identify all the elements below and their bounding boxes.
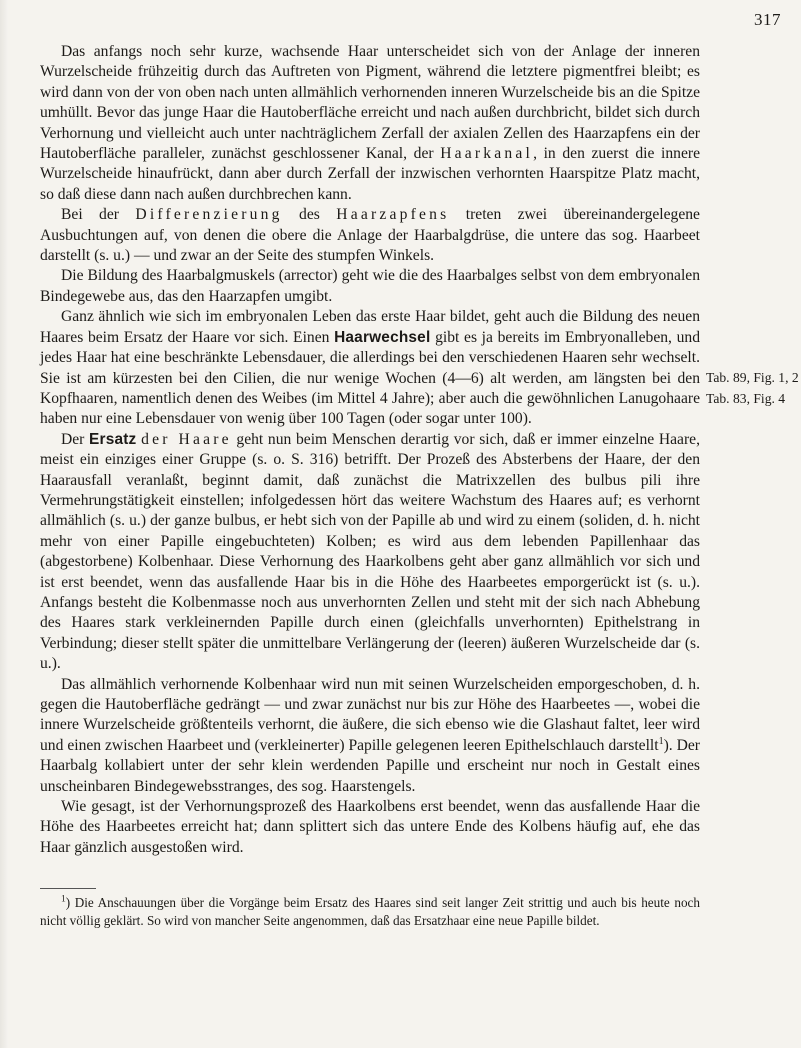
text-run: Bei der	[61, 206, 136, 224]
text-run: ). Der Haarbalg kollabiert unter der sehr klein werdenden Papille und erscheint nur noch in Gestalt eines unscheinbaren Bindegewebsstranges, des sog. Haarstengels.	[40, 736, 700, 795]
footnote-paragraph	[40, 894, 700, 930]
body-text	[40, 42, 700, 858]
term-haarzapfens: Haarzapfens	[336, 206, 450, 224]
text-run: Das anfangs noch sehr kurze, wachsende Haar unterscheidet sich von der Anlage der inneren Wurzelscheide frühzeitig durch das Auftreten von Pigment, während die letztere pigmentfrei bleibt; es wird dann von der von oben nach unten allmählich verhornenden inneren Wurzelscheide bis an die Spitze umhüllt. Bevor das junge Haar die Hautoberfläche erreicht und nach außen durchbricht, bildet sich durch Verhornung und vielleicht auch unter nachträglichem Zerfall der axialen Zellen des Haarzapfens ein der Hautoberfläche paralleler, zunächst geschlossener Kanal, der	[40, 43, 700, 163]
text-run: Das allmählich verhornende Kolbenhaar wird nun mit seinen Wurzelscheiden emporgeschoben, d. h. gegen die Hautoberfläche gedrängt — und zwar zunächst nur bis zur Höhe des Haarbeetes —, wobei die innere Wurzelscheide größtenteils verhornt, die äußere, die sich ebenso wie die Glashaut faltet, leer wird und einen zwischen Haarbeet und (verkleinerter) Papille gelegenen leeren Epithelschlauch darstellt	[40, 675, 700, 754]
page-number: 317	[754, 10, 781, 29]
footnote-reference[interactable]: 1	[658, 735, 664, 747]
text-run: Ganz ähnlich wie sich im embryonalen Leben das erste Haar bildet, geht auch die Bildung des neuen Haares beim Ersatz der Haare vor sich. Einen	[40, 308, 700, 346]
paragraph-1	[40, 42, 700, 205]
paragraph-3	[40, 266, 700, 307]
text-run: des	[282, 206, 337, 224]
paragraph-7	[40, 797, 700, 858]
text-run: Die Bildung des Haarbalgmuskels (arrector) geht wie die des Haarbalges selbst von dem embryonalen Bindegewebe aus, das den Haarzapfen umgibt.	[40, 267, 700, 305]
term-ersatz: Ersatz	[89, 430, 137, 448]
term-differenzierung: Differenzierung	[135, 206, 283, 224]
footnote	[40, 894, 700, 930]
text-run: geht nun beim Menschen derartig vor sich, daß er immer einzelne Haare, meist ein einziges einer Gruppe (s. o. S. 316) betrifft. Der Prozeß des Absterbens der Haare, der den Haarausfall veranlaßt, beginnt damit, daß zunächst die Matrixzellen des bulbus pili ihre Vermehrungstätigkeit einstellen; infolgedessen hört das weitere Wachstum des Haares auf; es verhornt allmählich (s. u.) der ganze bulbus, er hebt sich von der Papille ab und wird zu einem (soliden, d. h. nicht mehr von einer Papille eingebuchteten) Kolben; es wird aus dem lebenden Papillenhaar das (abgestorbene) Kolbenhaar. Diese Verhornung des Haarkolbens geht aber ganz allmählich vor sich und ist erst beendet, wenn das ausfallende Haar bis in die Höhe des Haarbeetes emporgerückt ist (s. u.). Anfangs besteht die Kolbenmasse noch aus unverhornten Zellen und steht mit der sich nach Abhebung des Haares stark verkleinernden Papille durch einen (gleichfalls unverhornten) Epithelstrang in Verbindung; dieser stellt später die unmittelbare Verlängerung der (leeren) äußeren Wurzelscheide dar (s. u.).	[40, 430, 700, 673]
footnote-text: ) Die Anschauungen über die Vorgänge beim Ersatz des Haares sind seit langer Zeit strittig und auch bis heute noch nicht völlig geklärt. So wird von mancher Seite angenommen, daß das Ersatzhaar eine neue Papille bildet.	[40, 895, 700, 928]
term-haarwechsel: Haarwechsel	[334, 328, 431, 346]
paragraph-4	[40, 307, 700, 429]
text-run: Wie gesagt, ist der Verhornungsprozeß des Haarkolbens erst beendet, wenn das ausfallende Haar die Höhe des Haarbeetes erreicht hat; dann splittert sich das untere Ende des Kolbens häufig auf, ehe das Haar gänzlich ausgestoßen wird.	[40, 798, 700, 856]
paragraph-6	[40, 675, 700, 797]
paragraph-5	[40, 430, 700, 675]
footnote-mark: 1	[61, 894, 66, 905]
page-edge-shadow	[0, 0, 8, 1048]
paragraph-2	[40, 205, 700, 266]
text-run: gibt es ja bereits im Embryonalleben, und jedes Haar hat eine beschränkte Lebensdauer, die allerdings bei den verschiedenen Haaren sehr wechselt. Sie ist am kürzesten bei den Cilien, die nur wenige Wochen (4—6) alt werden, am längsten bei den Kopfhaaren, namentlich denen des Weibes (im Mittel 4 Jahre); aber auch die gewöhnlichen Lanugohaare haben nur eine Lebensdauer von wenig über 100 Tagen (oder sogar unter 100).	[40, 328, 700, 428]
text-run: , in den zuerst die innere Wurzelscheide hinaufrückt, dann aber durch Zerfall der inzwischen verhornten Haarspitze Platz macht, so daß diese dann nach außen durchbrechen kann.	[40, 145, 700, 203]
margin-note-tab-83: Tab. 83, Fig. 4	[706, 391, 786, 406]
text-run: treten zwei übereinandergelegene Ausbuchtungen auf, von denen die obere die Anlage der Haarbalgdrüse, die untere das sog. Haarbeet darstellt (s. u.) — und zwar an der Seite des stumpfen Winkels.	[40, 206, 700, 265]
term-der-haare: der Haare	[141, 430, 232, 448]
text-run: Der	[61, 430, 90, 448]
term-haarkanal: Haarkanal	[440, 145, 534, 163]
margin-note-tab-89: Tab. 89, Fig. 1, 2	[706, 370, 799, 385]
footnote-divider	[40, 888, 96, 889]
